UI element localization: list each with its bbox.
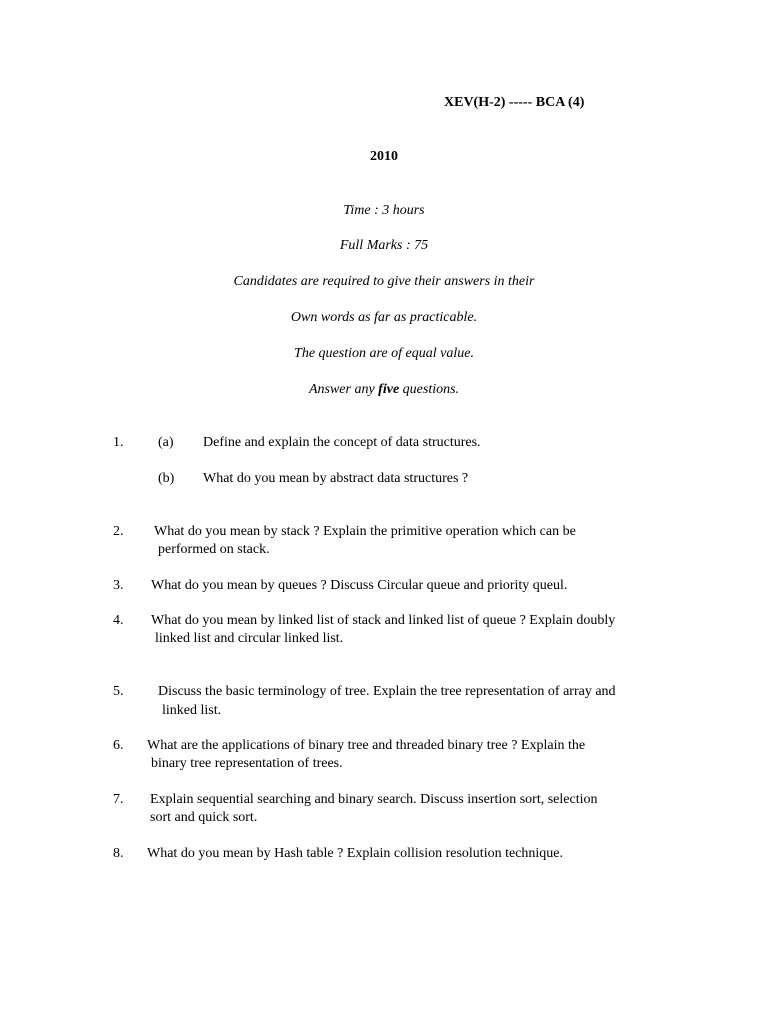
question-text-line-2: linked list. xyxy=(162,703,222,718)
full-marks: Full Marks : 75 xyxy=(339,238,429,253)
paper-code: XEV(H-2) ----- BCA (4) xyxy=(444,95,585,110)
question-number: 7. xyxy=(113,792,124,807)
question-number: 3. xyxy=(113,578,124,593)
question-text-line-1: What do you mean by Hash table ? Explain collision resolution technique. xyxy=(147,846,564,861)
question-text-line-2: performed on stack. xyxy=(158,542,270,557)
question-number: 2. xyxy=(113,524,124,539)
part-text: What do you mean by abstract data structures ? xyxy=(203,471,469,486)
question-text-line-1: What do you mean by linked list of stack and linked list of queue ? Explain doubly xyxy=(151,613,616,628)
instruction-line-3: The question are of equal value. xyxy=(294,346,474,361)
question-number: 6. xyxy=(113,738,124,753)
question-number: 4. xyxy=(113,613,124,628)
question-number: 5. xyxy=(113,684,124,699)
question-text-line-1: What are the applications of binary tree and threaded binary tree ? Explain the xyxy=(147,738,586,753)
instruction-line-1: Candidates are required to give their answers in their xyxy=(233,274,535,289)
instruction-4-suffix: questions. xyxy=(399,382,460,397)
instruction-4-emphasis: five xyxy=(378,382,400,397)
question-text-line-2: binary tree representation of trees. xyxy=(151,756,343,771)
question-number: 1. xyxy=(113,435,124,450)
question-text-line-1: Explain sequential searching and binary search. Discuss insertion sort, selection xyxy=(150,792,598,807)
exam-year: 2010 xyxy=(370,149,398,164)
question-text-line-1: Discuss the basic terminology of tree. Explain the tree representation of array and xyxy=(158,684,616,699)
instruction-4-prefix: Answer any xyxy=(308,382,379,397)
question-text-line-1: What do you mean by stack ? Explain the primitive operation which can be xyxy=(154,524,576,539)
question-text-line-1: What do you mean by queues ? Discuss Circular queue and priority queul. xyxy=(151,578,568,593)
instruction-line-2: Own words as far as practicable. xyxy=(290,310,478,325)
part-label: (b) xyxy=(158,471,175,486)
question-text-line-2: sort and quick sort. xyxy=(150,810,258,825)
part-label: (a) xyxy=(158,435,174,450)
question-text-line-2: linked list and circular linked list. xyxy=(155,631,344,646)
instruction-line-4 xyxy=(0,381,768,399)
part-text: Define and explain the concept of data structures. xyxy=(203,435,481,450)
question-number: 8. xyxy=(113,846,124,861)
time-allowed: Time : 3 hours xyxy=(343,203,425,218)
